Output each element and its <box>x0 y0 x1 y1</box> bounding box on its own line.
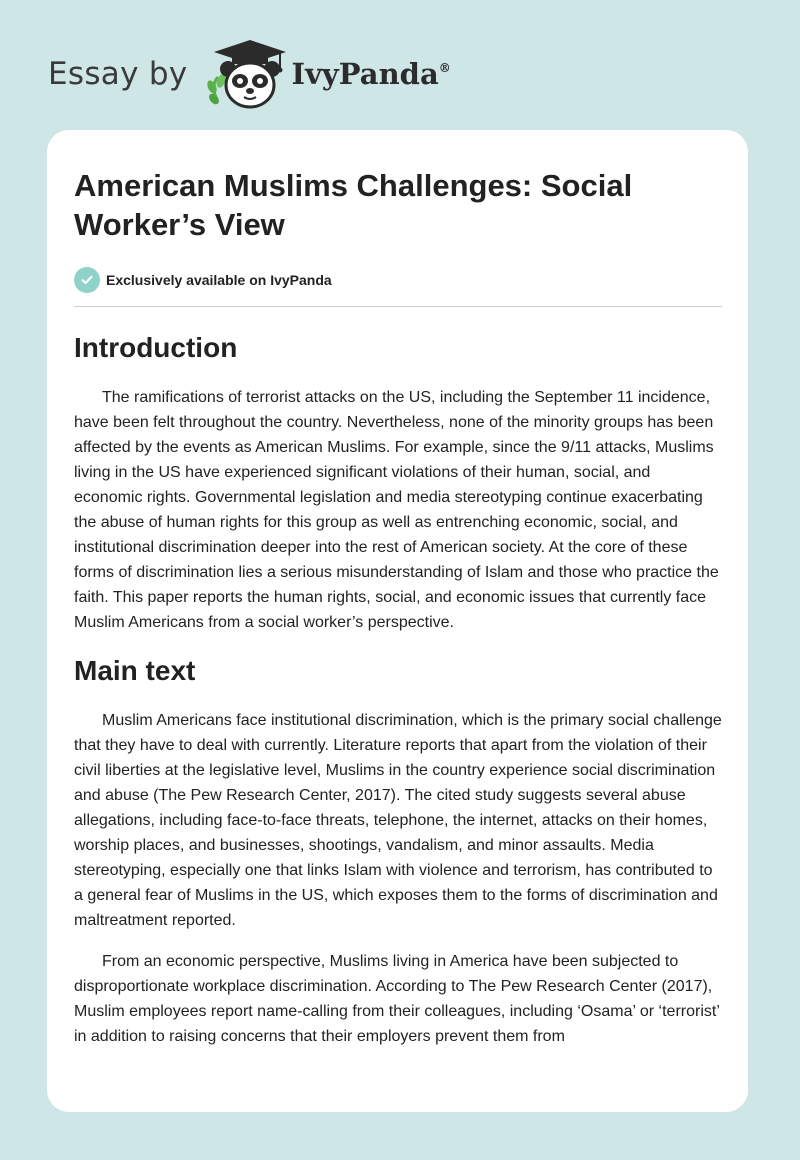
paragraph: From an economic perspective, Muslims living in America have been subjected to disproportionate workplace discrimination. According to The Pew Research Center (2017), Muslim employees report name-calling from their colleagues, including ‘Osama’ or ‘terrorist’ in addition to raising concerns that their employers prevent them from <box>74 953 720 1045</box>
brand-prefix: Essay by <box>48 56 188 92</box>
section-heading-main-text: Main text <box>74 655 196 686</box>
exclusive-badge <box>74 267 722 293</box>
page-title: American Muslims Challenges: Social Worker’s View <box>74 168 633 242</box>
brand-name: IvyPanda® <box>291 57 451 91</box>
essay-card <box>47 130 748 1112</box>
panda-graduate-icon <box>202 37 288 111</box>
brand-link[interactable] <box>202 37 451 111</box>
badge-text: Exclusively available on IvyPanda <box>106 272 332 288</box>
site-header <box>48 34 451 114</box>
check-circle-icon <box>74 267 100 293</box>
paragraph: The ramifications of terrorist attacks on the US, including the September 11 incidence, have been felt throughout the country. Nevertheless, none of the minority groups has been affected by the events as American Muslims. For example, since the 9/11 attacks, Muslims living in the US have experienced significant violations of their human, social, and economic rights. Governmental legislation and media stereotyping continue exacerbating the abuse of human rights for this group as well as entrenching economic, social, and institutional discrimination deeper into the rest of American society. At the core of these forms of discrimination lies a serious misunderstanding of Islam and those who practice the faith. This paper reports the human rights, social, and economic issues that currently face Muslim Americans from a social worker’s perspective. <box>74 389 719 631</box>
section-heading-introduction: Introduction <box>74 332 238 363</box>
registered-mark: ® <box>438 61 451 75</box>
paragraph: Muslim Americans face institutional discrimination, which is the primary social challenge that they have to deal with currently. Literature reports that apart from the violation of their civil liberties at the legislative level, Muslims in the country experience social discrimination and abuse (The Pew Research Center, 2017). The cited study suggests several abuse allegations, including face-to-face threats, telephone, the internet, attacks on their homes, worship places, and businesses, shootings, vandalism, and minor assaults. Media stereotyping, especially one that links Islam with violence and terrorism, has contributed to a general fear of Muslims in the US, which exposes them to the forms of discrimination and maltreatment reported. <box>74 712 722 929</box>
divider <box>74 306 722 307</box>
